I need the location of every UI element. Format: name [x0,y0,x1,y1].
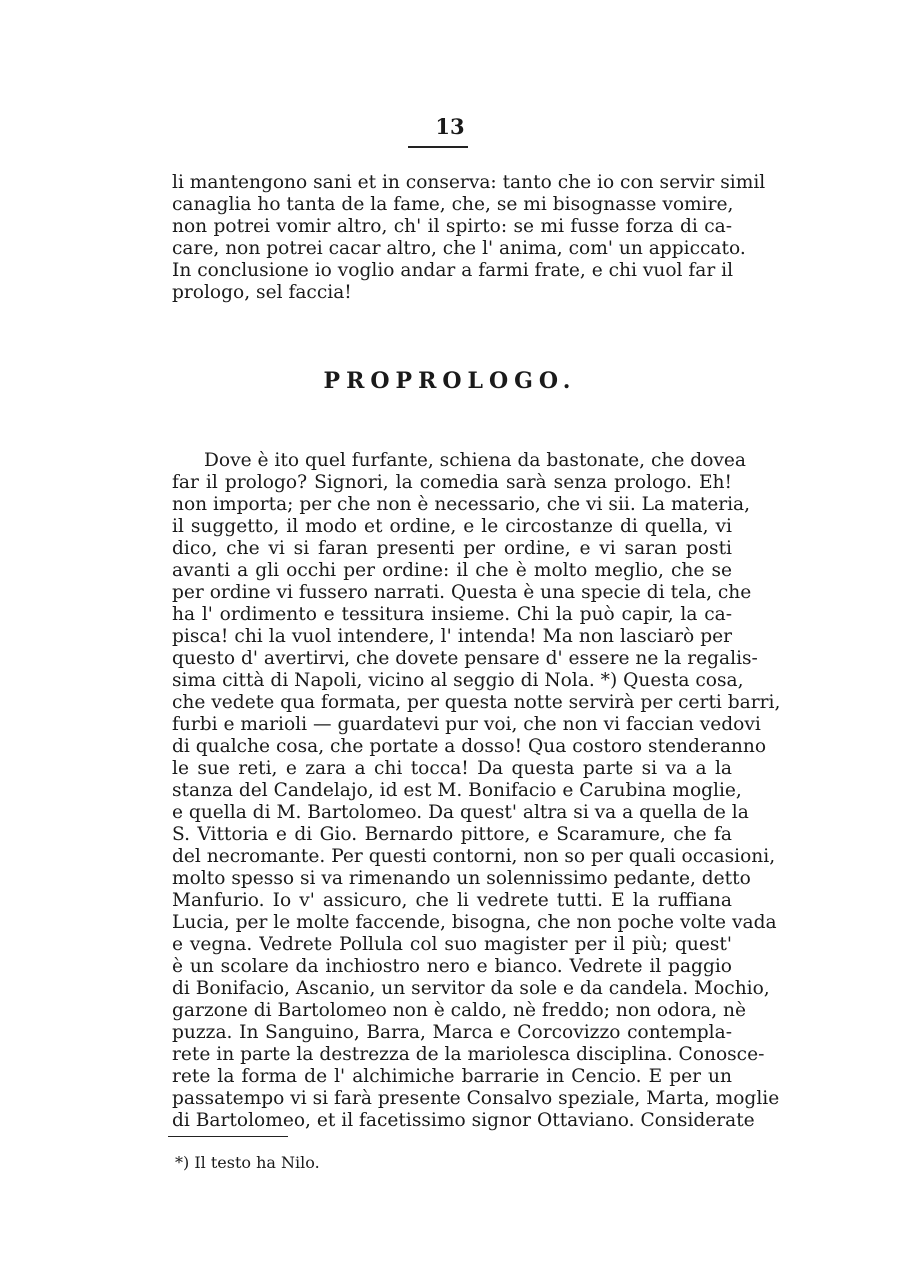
text-line: sima città di Napoli, vicino al seggio di Nola. *) Questa cosa, [172,670,744,691]
footnote: *) Il testo ha Nilo. [175,1153,320,1172]
header-rule [408,146,468,148]
text-line: Lucia, per le molte faccende, bisogna, che non poche volte vada [172,912,777,933]
text-line: far il prologo? Signori, la comedia sarà senza prologo. Eh! [172,472,732,493]
text-line: e quella di M. Bartolomeo. Da quest' altra si va a quella de la [172,802,749,823]
text-line: passatempo vi si farà presente Consalvo speziale, Marta, moglie [172,1088,780,1109]
text-line: stanza del Candelajo, id est M. Bonifacio e Carubina moglie, [172,780,742,801]
text-line: ha l' ordimento e tessitura insieme. Chi la può capir, la ca- [172,604,732,625]
text-line: molto spesso si va rimenando un solennissimo pedante, detto [172,868,751,889]
text-line: di Bartolomeo, et il facetissimo signor Ottaviano. Considerate [172,1110,755,1131]
text-line: prologo, sel faccia! [172,282,352,303]
text-line: che vedete qua formata, per questa notte servirà per certi barri, [172,692,781,713]
text-line: il suggetto, il modo et ordine, e le circostanze di quella, vi [172,516,732,537]
text-line: In conclusione io voglio andar a farmi frate, e chi vuol far il [172,260,734,281]
text-line: questo d' avertirvi, che dovete pensare d' essere ne la regalis- [172,648,758,669]
text-line: le sue reti, e zara a chi tocca! Da questa parte si va a la [172,758,732,779]
page-number: 13 [435,114,465,139]
text-line: rete la forma de l' alchimiche barrarie in Cencio. E per un [172,1066,732,1087]
text-line: avanti a gli occhi per ordine: il che è molto meglio, che se [172,560,732,581]
text-line: dico, che vi si faran presenti per ordine, e vi saran posti [172,538,732,559]
text-line: non potrei vomir altro, ch' il spirto: se mi fusse forza di ca- [172,216,732,237]
text-line: garzone di Bartolomeo non è caldo, nè freddo; non odora, nè [172,1000,746,1021]
text-line: care, non potrei cacar altro, che l' anima, com' un appiccato. [172,238,746,259]
text-line: di Bonifacio, Ascanio, un servitor da sole e da candela. Mochio, [172,978,770,999]
text-line: Manfurio. Io v' assicuro, che li vedrete tutti. E la ruffiana [172,890,732,911]
text-line: pisca! chi la vuol intendere, l' intenda! Ma non lasciarò per [172,626,732,647]
text-line: Dove è ito quel furfante, schiena da bastonate, che dovea [204,450,746,471]
text-line: li mantengono sani et in conserva: tanto che io con servir simil [172,172,766,193]
text-line: furbi e marioli — guardatevi pur voi, che non vi faccian vedovi [172,714,761,735]
text-line: rete in parte la destrezza de la mariolesca disciplina. Conosce- [172,1044,765,1065]
section-title: PROPROLOGO. [323,368,577,394]
text-line: non importa; per che non è necessario, che vi sii. La materia, [172,494,751,515]
text-line: è un scolare da inchiostro nero e bianco. Vedrete il paggio [172,956,732,977]
text-line: puzza. In Sanguino, Barra, Marca e Corcovizzo contempla- [172,1022,732,1043]
text-line: e vegna. Vedrete Pollula col suo magister per il più; quest' [172,934,732,955]
text-line: S. Vittoria e di Gio. Bernardo pittore, e Scaramure, che fa [172,824,732,845]
text-line: di qualche cosa, che portate a dosso! Qua costoro stenderanno [172,736,767,757]
text-line: per ordine vi fussero narrati. Questa è una specie di tela, che [172,582,752,603]
footnote-rule [168,1136,288,1137]
text-line: canaglia ho tanta de la fame, che, se mi bisognasse vomire, [172,194,734,215]
text-line: del necromante. Per questi contorni, non so per quali occasioni, [172,846,776,867]
